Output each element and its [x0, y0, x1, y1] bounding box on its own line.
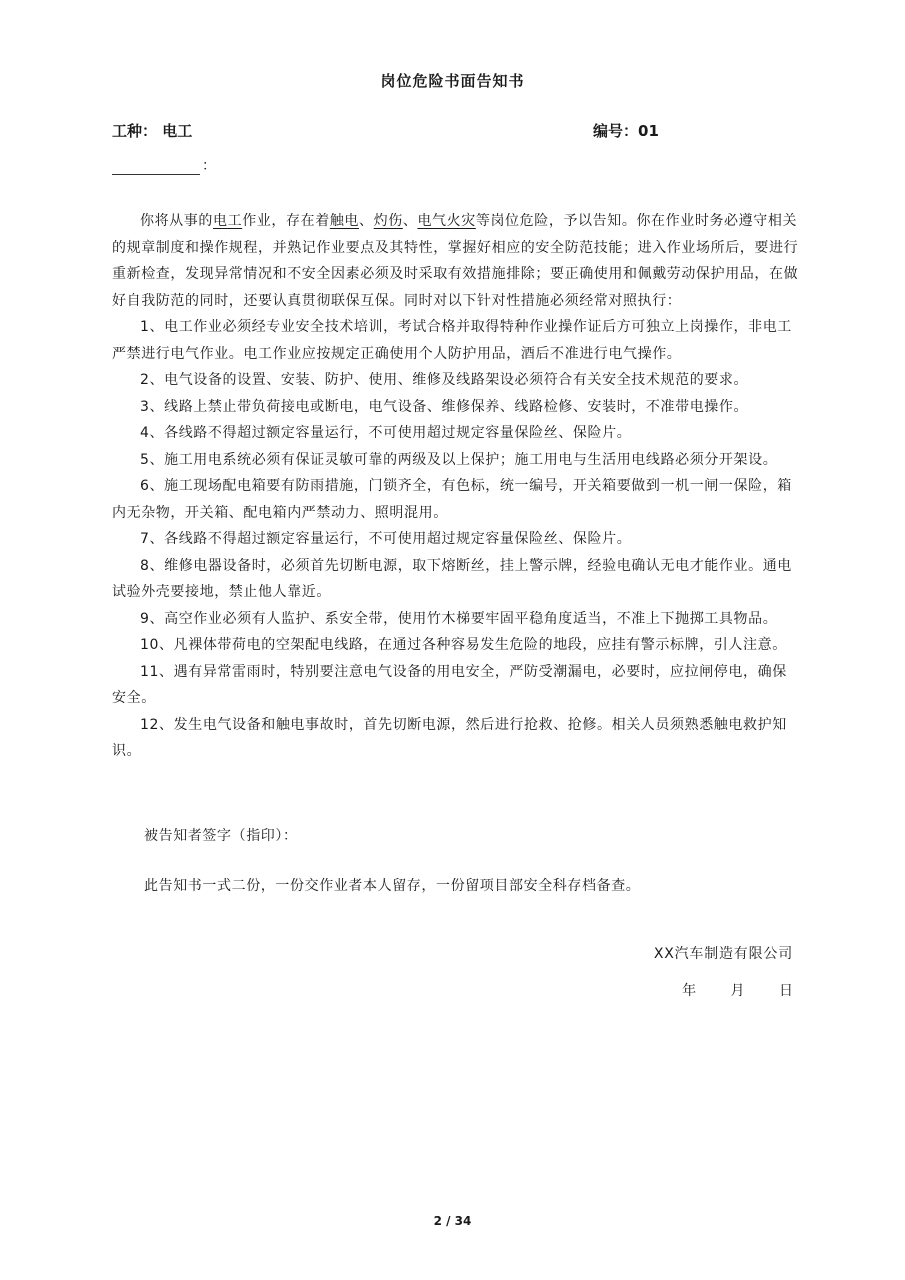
page-number: 2 / 34	[433, 1214, 472, 1228]
job-type	[112, 120, 192, 141]
signature-line: 被告知者签字（指印）：	[144, 828, 298, 844]
addressee-blank	[112, 160, 200, 175]
intro-sep-2: 、	[402, 213, 418, 229]
date-line: 年 月 日	[682, 983, 793, 999]
number-label: 编号：	[593, 122, 639, 140]
measure-item: 1、电工作业必须经专业安全技术培训，考试合格并取得特种作业操作证后方可独立上岗操作，非电工严禁进行电气作业。电工作业应按规定正确使用个人防护用品，酒后不准进行电气操作。	[112, 319, 792, 362]
measure-item: 11、遇有异常雷雨时，特别要注意电气设备的用电安全，严防受潮漏电，必要时，应拉闸停电，确保安全。	[112, 663, 787, 706]
intro-text-1: 你将从事的	[140, 213, 213, 229]
measure-item: 9、高空作业必须有人监护、系安全带，使用竹木梯要牢固平稳角度适当，不准上下抛掷工具物品。	[140, 610, 778, 627]
addressee-colon: ：	[202, 158, 216, 174]
measure-item: 8、维修电器设备时，必须首先切断电源，取下熔断丝，挂上警示牌，经验电确认无电才能作业。通电试验外壳要接地，禁止他人靠近。	[112, 557, 792, 600]
document-number	[593, 120, 659, 141]
company-name: XX汽车制造有限公司	[653, 946, 793, 962]
intro-paragraph	[112, 208, 800, 314]
measure-item: 2、电气设备的设置、安装、防护、使用、维修及线路架设必须符合有关安全技术规范的要求。	[140, 372, 749, 388]
intro-text-3: 等岗位危险，予以告知。你在作业时务必遵守相关的规章制度和操作规程，并熟记作业要点及其特性，掌握好相应的安全防范技能；进入作业场所后，要进行重新检查，发现异常情况和不安全因素必须及时采取有效措施排除；要正确使用和佩戴劳动保护用品，在做好自我防范的同时，还要认真贯彻联保互保。同时对以下针对性措施必须经常对照执行：	[112, 213, 799, 309]
addressee-line	[112, 155, 216, 175]
number-value: 01	[638, 122, 659, 140]
measure-item: 7、各线路不得超过额定容量运行，不可使用超过规定容量保险丝、保险片。	[140, 531, 632, 547]
measure-item: 12、发生电气设备和触电事故时，首先切断电源，然后进行抢救、抢修。相关人员须熟悉触电救护知识。	[112, 716, 787, 759]
measure-item: 10、凡裸体带荷电的空架配电线路，在通过各种容易发生危险的地段，应挂有警示标牌，引人注意。	[140, 637, 787, 653]
measure-item: 6、施工现场配电箱要有防雨措施，门锁齐全，有色标，统一编号，开关箱要做到一机一闸一保险，箱内无杂物，开关箱、配电箱内严禁动力、照明混用。	[112, 478, 792, 521]
job-type-label: 工种：	[112, 122, 158, 140]
document-title: 岗位危险书面告知书	[380, 72, 525, 90]
intro-job: 电工	[213, 213, 243, 229]
intro-hazard-3: 电气火灾	[417, 213, 476, 229]
measure-item: 4、各线路不得超过额定容量运行，不可使用超过规定容量保险丝、保险片。	[140, 425, 632, 441]
notice-body	[112, 208, 800, 765]
copies-note: 此告知书一式二份，一份交作业者本人留存，一份留项目部安全科存档备查。	[144, 878, 641, 894]
job-type-value: 电工	[162, 122, 193, 140]
intro-hazard-2: 灼伤	[373, 213, 403, 229]
measure-item: 3、线路上禁止带负荷接电或断电，电气设备、维修保养、线路检修、安装时，不准带电操作。	[140, 398, 749, 415]
intro-sep-1: 、	[359, 213, 374, 229]
measure-item: 5、施工用电系统必须有保证灵敏可靠的两级及以上保护；施工用电与生活用电线路必须分开架设。	[140, 451, 778, 468]
intro-text-2: 作业，存在着	[242, 213, 330, 229]
intro-hazard-1: 触电	[329, 213, 360, 229]
